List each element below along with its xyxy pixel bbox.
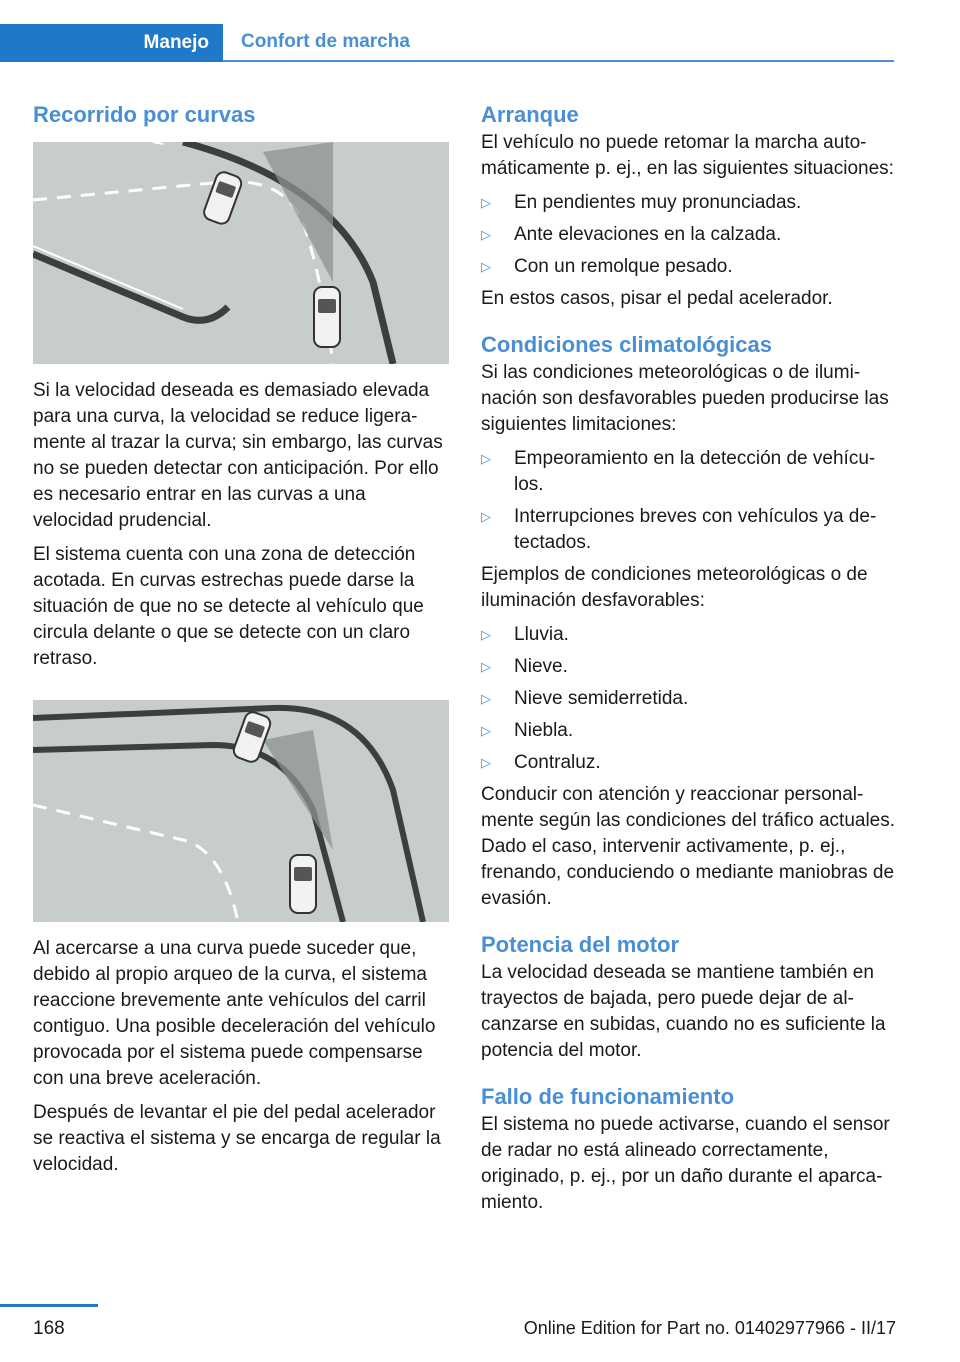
curve-diagram-1	[33, 142, 449, 364]
clima-intro: Si las condiciones meteorológicas o de iluminación son desfavorables pueden producirse las siguientes limitaciones:	[481, 362, 889, 435]
edition-footer: Online Edition for Part no. 01402977966 - II/17	[523, 1318, 896, 1338]
list-item: ▷ Niebla.	[481, 718, 897, 744]
curve-illustration-2	[33, 700, 449, 922]
curvas-paragraph-3: Al acercarse a una curva puede suceder que, debido al propio arqueo de la curva, el sistema reaccione brevemente ante vehículos del carril contiguo. Una posible deceleración del vehículo provocada por el sistema puede compensarse con una breve aceleración.	[33, 938, 436, 1089]
list-item: ▷ Contraluz.	[481, 750, 897, 776]
subsection-tab-confort: Confort de marcha	[223, 24, 894, 62]
left-column	[33, 100, 449, 1186]
heading-potencia-motor: Potencia del motor	[481, 932, 680, 957]
potencia-text: La velocidad deseada se mantiene también en trayectos de bajada, pero puede dejar de alcanzarse en subidas, cuando no es suficiente la potencia del motor.	[481, 962, 886, 1061]
curvas-paragraph-4: Después de levantar el pie del pedal acelerador se reactiva el sistema y se encarga de regular la velocidad.	[33, 1102, 441, 1175]
clima-examples-list	[481, 622, 897, 776]
list-item: ▷ Interrupciones breves con vehículos ya detectados.	[481, 506, 877, 553]
page-number: 168	[33, 1318, 65, 1339]
triangle-bullet-icon: ▷	[481, 227, 491, 242]
curvas-paragraph-1: Si la velocidad deseada es demasiado elevada para una curva, la velocidad se reduce ligeramente al trazar la curva; sin embargo, las curvas no se pueden detectar con anticipación. Por ello es necesario entrar en las curvas a una velocidad prudencial.	[33, 380, 443, 531]
triangle-bullet-icon: ▷	[481, 451, 491, 466]
heading-recorrido-curvas: Recorrido por curvas	[33, 102, 256, 127]
heading-condiciones-climatologicas: Condiciones climatológicas	[481, 332, 772, 357]
list-item: ▷ Ante elevaciones en la calzada.	[481, 222, 897, 248]
list-item: ▷ Lluvia.	[481, 622, 897, 648]
triangle-bullet-icon: ▷	[481, 259, 491, 274]
fallo-text: El sistema no puede activarse, cuando el sensor de radar no está alineado correctamente, originado, p. ej., por un daño durante el aparcamiento.	[481, 1114, 890, 1213]
triangle-bullet-icon: ▷	[481, 509, 491, 524]
triangle-bullet-icon: ▷	[481, 691, 491, 706]
curvas-paragraph-2: El sistema cuenta con una zona de detección acotada. En curvas estrechas puede darse la situación de que no se detecte al vehículo que circula delante o que se detecte con un claro retraso.	[33, 544, 424, 669]
arranque-outro: En estos casos, pisar el pedal acelerador.	[481, 288, 833, 309]
heading-fallo-funcionamiento: Fallo de funcionamiento	[481, 1084, 735, 1109]
arranque-intro: El vehículo no puede retomar la marcha automáticamente p. ej., en las siguientes situaciones:	[481, 132, 894, 179]
list-item: ▷ Empeoramiento en la detección de vehículos.	[481, 448, 876, 495]
triangle-bullet-icon: ▷	[481, 195, 491, 210]
heading-arranque: Arranque	[481, 102, 579, 127]
right-column	[481, 100, 897, 1224]
page-header	[0, 0, 960, 64]
triangle-bullet-icon: ▷	[481, 659, 491, 674]
curve-diagram-2	[33, 700, 449, 922]
list-item: ▷ Nieve.	[481, 654, 897, 680]
curve-illustration-1	[33, 142, 449, 364]
clima-outro: Conducir con atención y reaccionar personalmente según las condiciones del tráfico actuales. Dado el caso, intervenir activamente, p. ej., frenando, conduciendo o mediante maniobras de evasión.	[481, 784, 896, 909]
section-tab-manejo: Manejo	[0, 24, 223, 62]
list-item: ▷ Con un remolque pesado.	[481, 254, 897, 280]
triangle-bullet-icon: ▷	[481, 755, 491, 770]
list-item: ▷ En pendientes muy pronunciadas.	[481, 190, 897, 216]
car-bottom	[314, 287, 340, 347]
triangle-bullet-icon: ▷	[481, 627, 491, 642]
list-item: ▷ Nieve semiderretida.	[481, 686, 897, 712]
clima-list	[481, 446, 897, 556]
footer-divider	[0, 1304, 98, 1307]
triangle-bullet-icon: ▷	[481, 723, 491, 738]
clima-examples: Ejemplos de condiciones meteorológicas o de iluminación desfavorables:	[481, 564, 868, 611]
car-bottom-2	[290, 855, 316, 913]
arranque-list	[481, 190, 897, 280]
